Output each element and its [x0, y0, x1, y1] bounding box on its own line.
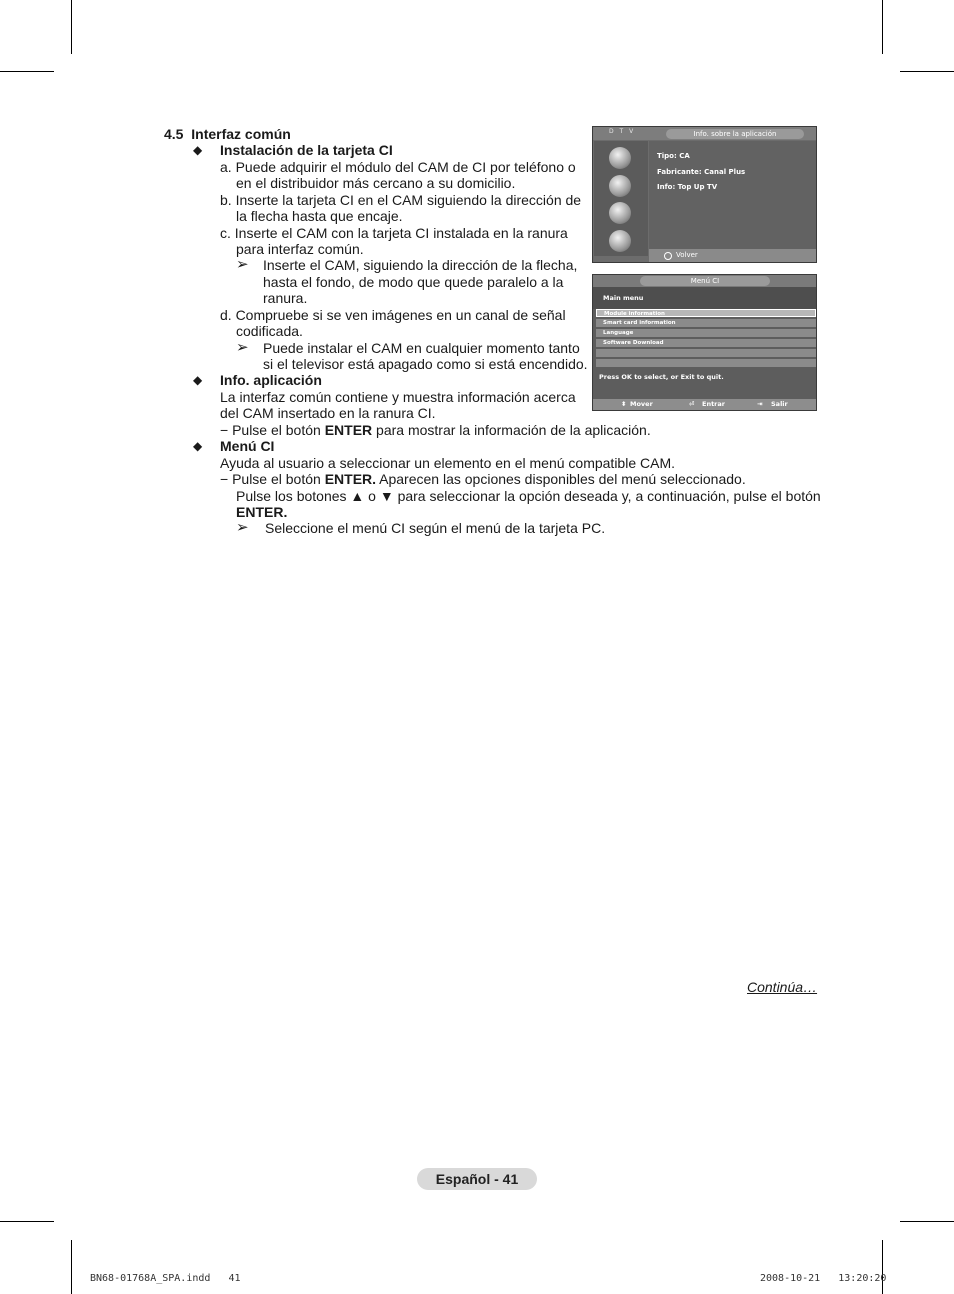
install-d2: codificada.: [236, 323, 303, 339]
diamond-bullet-icon: ◆: [193, 373, 203, 387]
screen-tab-title: Info. sobre la aplicación: [666, 129, 804, 139]
info-step-key: ENTER: [324, 422, 373, 438]
info-heading: Info. aplicación: [220, 372, 322, 388]
menu-message: Press OK to select, or Exit to quit.: [599, 373, 724, 381]
info-line1: La interfaz común contiene y muestra información acerca: [220, 389, 576, 405]
install-a1: a. Puede adquirir el módulo del CAM de CI por teléfono o: [220, 159, 576, 175]
crop-mark: [882, 0, 883, 54]
diamond-bullet-icon: ◆: [193, 143, 203, 157]
crop-mark: [71, 1240, 72, 1294]
note1-line1: Inserte el CAM, siguiendo la dirección de la flecha,: [263, 257, 578, 273]
menu-line1: Ayuda al usuario a seleccionar un elemento en el menú compatible CAM.: [220, 455, 675, 471]
screen-top-bar: [593, 275, 816, 287]
print-date-info: 2008-10-21 13:20:20: [760, 1273, 887, 1284]
menu-note: Seleccione el menú CI según el menú de la tarjeta PC.: [265, 520, 606, 536]
section-heading: [164, 126, 291, 143]
menu-row[interactable]: [596, 349, 816, 357]
screen-sidebar: [594, 141, 648, 256]
enter-label: Entrar: [702, 400, 725, 408]
note1-line3: ranura.: [263, 290, 308, 306]
crop-mark: [71, 0, 72, 54]
screen-footer: [593, 399, 816, 410]
info-line2: del CAM insertado en la ranura CI.: [220, 405, 436, 421]
return-label: Volver: [676, 251, 698, 259]
screen-footer: [649, 249, 816, 262]
tv-screen-app-info: [592, 126, 817, 263]
crop-mark: [0, 71, 54, 72]
section-title: Interfaz común: [191, 126, 291, 142]
install-a2: en el distribuidor más cercano a su domicilio.: [236, 175, 516, 191]
menu-heading: Menú CI: [220, 438, 275, 454]
note1-line2: hasta el fondo, de modo que quede paralelo a la: [263, 274, 564, 290]
tv-screen-ci-menu: [592, 274, 817, 411]
app-manufacturer: Fabricante: Canal Plus: [657, 168, 746, 176]
install-c2: para interfaz común.: [236, 241, 364, 257]
arrow-note-icon: ➢: [236, 339, 249, 356]
section-number: 4.5: [164, 126, 184, 142]
enter-icon: ⏎: [689, 400, 695, 408]
screen-tab-title: Menú CI: [640, 276, 770, 286]
move-label: Mover: [630, 400, 653, 408]
exit-label: Salir: [771, 400, 788, 408]
note2-line1: Puede instalar el CAM en cualquier momento tanto: [263, 340, 580, 356]
crop-mark: [882, 1240, 883, 1294]
setup-icon: [609, 202, 631, 224]
crop-mark: [900, 1221, 954, 1222]
move-icon: ⬍: [621, 400, 627, 408]
install-c1: c. Inserte el CAM con la tarjeta CI instalada en la ranura: [220, 225, 568, 241]
input-icon: [609, 230, 631, 252]
info-step-post: para mostrar la información de la aplicación.: [372, 422, 651, 438]
menu-step-post: Aparecen las opciones disponibles del menú seleccionado.: [376, 471, 746, 487]
crop-mark: [900, 71, 954, 72]
install-b2: la flecha hasta que encaje.: [236, 208, 403, 224]
menu-row[interactable]: Software Download: [596, 339, 816, 347]
menu-row[interactable]: Smart card information: [596, 319, 816, 327]
menu-step-pre: − Pulse el botón: [220, 471, 325, 487]
info-step: [220, 422, 651, 439]
screen-top-bar: [593, 127, 816, 140]
crop-mark: [0, 1221, 54, 1222]
app-info: Info: Top Up TV: [657, 183, 718, 191]
menu-line3: Pulse los botones ▲ o ▼ para seleccionar la opción deseada y, a continuación, pulse el botón: [236, 488, 821, 504]
diamond-bullet-icon: ◆: [193, 439, 203, 453]
satellite-icon: [609, 175, 631, 197]
continues-label: Continúa…: [747, 979, 818, 995]
note2-line2: si el televisor está apagado como si está encendido.: [263, 356, 588, 372]
menu-row[interactable]: Language: [596, 329, 816, 337]
info-step-pre: − Pulse el botón: [220, 422, 325, 438]
menu-step: [220, 471, 746, 488]
page-number-badge: Español - 41: [417, 1168, 537, 1190]
dtv-label: D T V: [609, 128, 636, 135]
return-icon: [664, 252, 672, 260]
arrow-note-icon: ➢: [236, 519, 249, 536]
channel-icon: [609, 147, 631, 169]
arrow-note-icon: ➢: [236, 256, 249, 273]
install-d1: d. Compruebe si se ven imágenes en un canal de señal: [220, 307, 566, 323]
print-file-info: BN68-01768A_SPA.indd 41: [90, 1273, 241, 1284]
main-menu-title: Main menu: [603, 294, 644, 302]
menu-row[interactable]: [596, 359, 816, 367]
install-heading: Instalación de la tarjeta CI: [220, 142, 393, 158]
menu-step-key: ENTER.: [324, 471, 377, 487]
exit-icon: ⇥: [757, 400, 763, 408]
menu-line4: ENTER.: [236, 504, 288, 520]
menu-row[interactable]: Module information: [596, 309, 816, 317]
app-type: Tipo: CA: [657, 152, 690, 160]
install-b1: b. Inserte la tarjeta CI en el CAM siguiendo la dirección de: [220, 192, 582, 208]
